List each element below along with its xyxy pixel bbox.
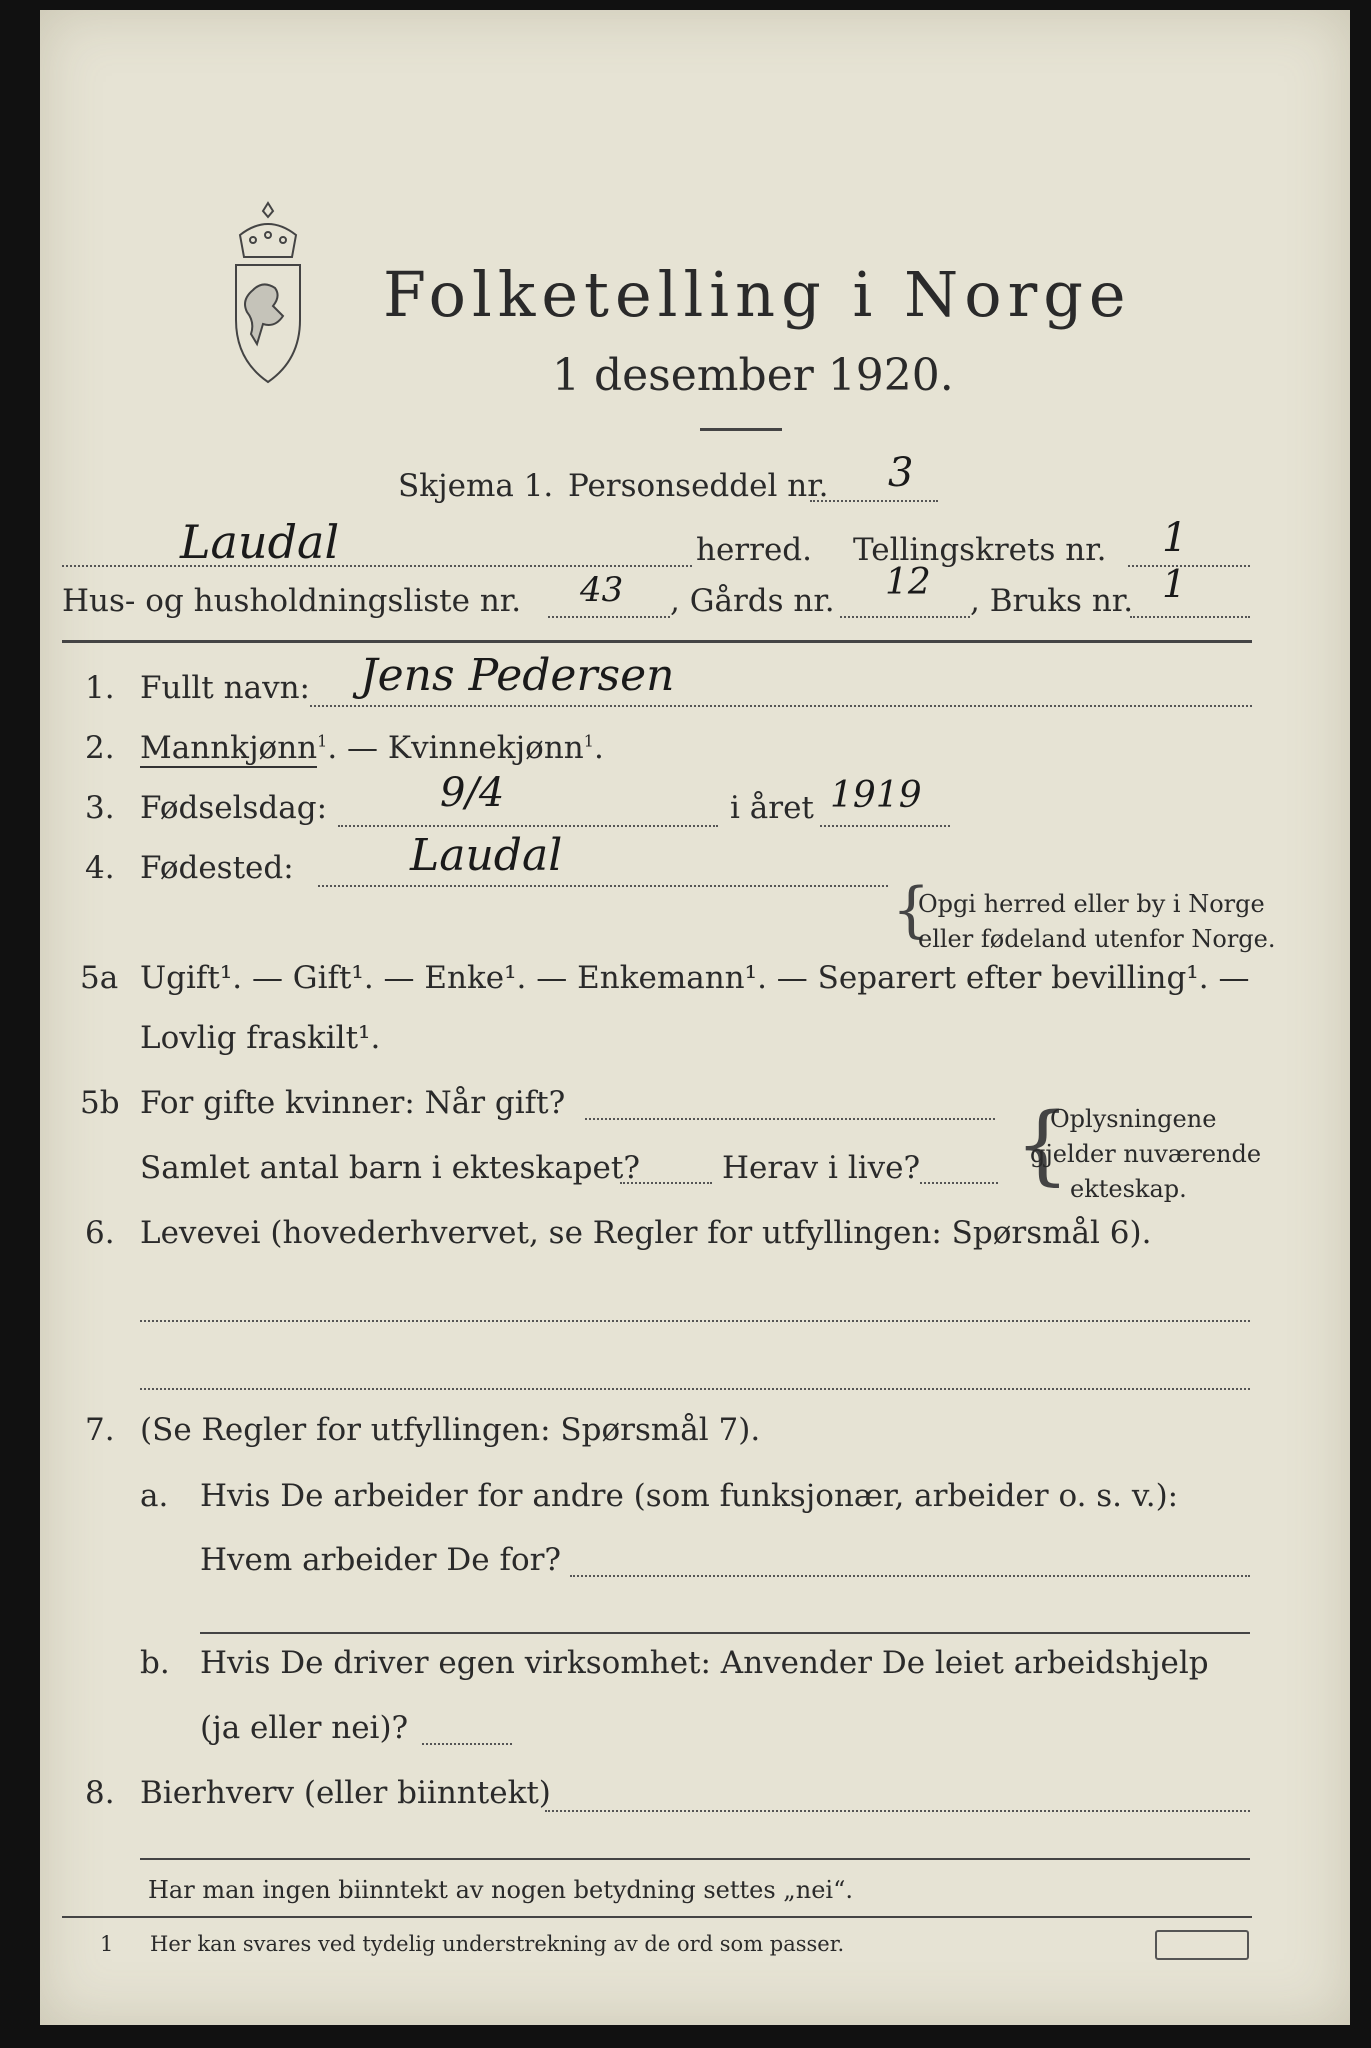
q3-year-label: i året [730, 790, 814, 826]
husholdningsliste-value: 43 [580, 570, 624, 610]
q5b-married-label: For gifte kvinner: Når gift? [140, 1085, 566, 1121]
female-option[interactable]: Kvinnekjønn [387, 730, 584, 766]
q2-end: . [593, 730, 604, 766]
q5b-children-line [620, 1182, 712, 1184]
tellingskrets-value: 1 [1162, 515, 1188, 561]
q1-label: Fullt navn: [140, 670, 310, 706]
q6-label: Levevei (hovederhvervet, se Regler for utfyllingen: Spørsmål 6). [140, 1215, 1152, 1251]
q3-year-line [820, 825, 950, 827]
q7-number: 7. [85, 1412, 115, 1448]
footnote-ref: 1 [317, 731, 328, 751]
husholdningsliste-line [548, 616, 670, 618]
tellingskrets-line [1128, 565, 1250, 567]
q7a-number: a. [140, 1478, 169, 1514]
personseddel-line [810, 500, 938, 502]
q2-separator: . — [327, 730, 388, 766]
herred-value: Laudal [180, 515, 340, 569]
q3-number: 3. [85, 790, 115, 826]
q7b-answer-line [422, 1743, 512, 1745]
q4-number: 4. [85, 850, 115, 886]
q7b-line-1: Hvis De driver egen virksomhet: Anvender De leiet arbeidshjelp [200, 1645, 1209, 1681]
q5b-brace: { [1015, 1095, 1070, 1195]
q4-line [318, 885, 888, 887]
q7a-answer-line [570, 1575, 1250, 1577]
q1-line [310, 705, 1252, 707]
q5a-number: 5a [80, 960, 119, 996]
q5b-note-2: gjelder nuværende [1030, 1140, 1262, 1168]
q4-label: Fødested: [140, 850, 294, 886]
q5a-options-cont[interactable]: Lovlig fraskilt¹. [140, 1020, 381, 1056]
q3-line [338, 825, 718, 827]
q7a-line-1: Hvis De arbeider for andre (som funksjonær, arbeider o. s. v.): [200, 1478, 1179, 1514]
q6-number: 6. [85, 1215, 115, 1251]
q5b-married-line [585, 1118, 995, 1120]
footnote-rule [62, 1916, 1252, 1918]
husholdningsliste-label: Hus- og husholdningsliste nr. [62, 583, 522, 619]
q3-value: 9/4 [440, 770, 505, 816]
q5b-note-1: Oplysningene [1050, 1105, 1217, 1133]
printer-stamp [1155, 1930, 1249, 1960]
gards-line [840, 616, 970, 618]
bruks-line [1130, 616, 1250, 618]
skjema-label: Skjema 1. [398, 468, 554, 504]
q7-label: (Se Regler for utfyllingen: Spørsmål 7). [140, 1412, 761, 1448]
q8-extra-line [140, 1858, 1250, 1860]
q7a-extra-line [200, 1632, 1250, 1634]
footnote-number: 1 [100, 1932, 114, 1956]
q6-line-2 [140, 1388, 1250, 1390]
tellingskrets-label: Tellingskrets nr. [853, 532, 1107, 568]
q7a-line-2: Hvem arbeider De for? [200, 1542, 562, 1578]
q4-note-1: Opgi herred eller by i Norge [918, 890, 1265, 918]
bruks-value: 1 [1162, 562, 1187, 606]
personseddel-value: 3 [888, 450, 914, 496]
q7b-line-2: (ja eller nei)? [200, 1710, 409, 1746]
census-form [40, 10, 1350, 2025]
herred-line [62, 565, 692, 567]
q3-label: Fødselsdag: [140, 790, 328, 826]
q8-label: Bierhverv (eller biinntekt) [140, 1775, 551, 1811]
herred-label: herred. [696, 532, 812, 568]
q5b-alive-label: Herav i live? [722, 1150, 921, 1186]
gards-value: 12 [885, 562, 931, 603]
q7b-number: b. [140, 1645, 170, 1681]
q4-note-2: eller fødeland utenfor Norge. [918, 925, 1276, 953]
header-divider [62, 640, 1252, 643]
q5b-number: 5b [80, 1085, 120, 1121]
q2-options [140, 730, 604, 766]
form-title: Folketelling i Norge [383, 258, 1132, 331]
footnote-text: Her kan svares ved tydelig understrekning av de ord som passer. [150, 1932, 845, 1956]
q8-number: 8. [85, 1775, 115, 1811]
q6-line-1 [140, 1320, 1250, 1322]
male-option[interactable]: Mannkjønn [140, 730, 318, 766]
q5b-note-3: ekteskap. [1070, 1175, 1187, 1203]
q5b-alive-line [920, 1182, 998, 1184]
footnote-ref: 1 [583, 731, 594, 751]
form-date: 1 desember 1920. [552, 350, 954, 401]
q4-brace: { [892, 875, 931, 945]
q3-year-value: 1919 [830, 775, 922, 816]
personseddel-label: Personseddel nr. [568, 468, 829, 504]
q5a-options[interactable]: Ugift¹. — Gift¹. — Enke¹. — Enkemann¹. — Separert efter bevilling¹. — [140, 960, 1250, 996]
q2-number: 2. [85, 730, 115, 766]
gards-label: , Gårds nr. [670, 583, 835, 619]
q1-number: 1. [85, 670, 115, 706]
q4-value: Laudal [410, 830, 563, 881]
q1-value: Jens Pedersen [360, 650, 675, 701]
norwegian-coat-of-arms-icon [218, 195, 318, 385]
q8-answer-line [545, 1810, 1250, 1812]
title-rule [700, 428, 782, 431]
bruks-label: , Bruks nr. [970, 583, 1134, 619]
q5b-children-label: Samlet antal barn i ekteskapet? [140, 1150, 640, 1186]
biinntekt-note: Har man ingen biinntekt av nogen betydning settes „nei“. [148, 1876, 853, 1904]
